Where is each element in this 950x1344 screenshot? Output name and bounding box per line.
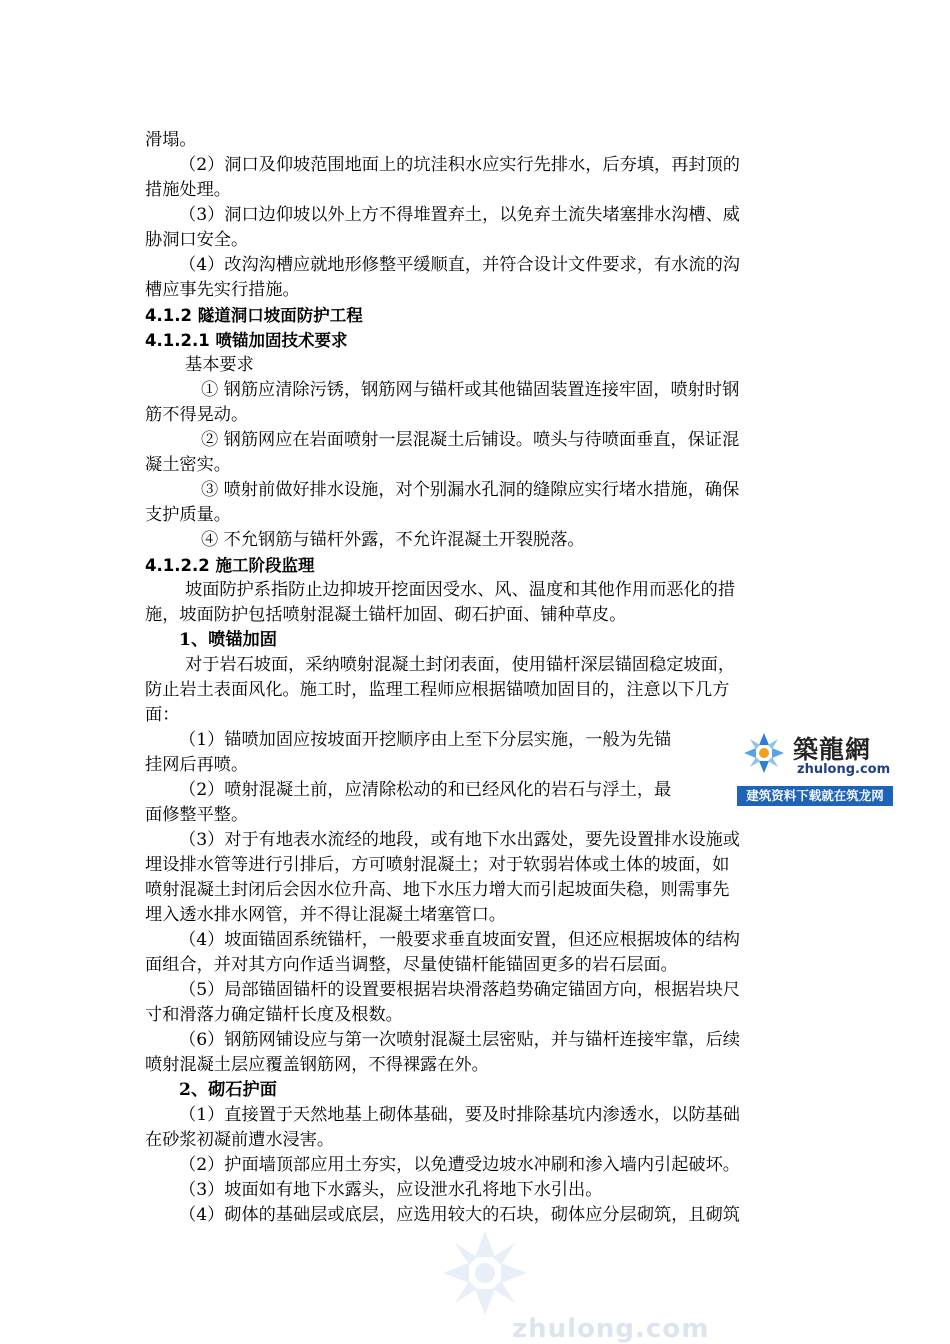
logo-brand-text: 築龍網	[793, 735, 872, 764]
paragraph-line: 滑塌。	[145, 130, 197, 150]
paragraph-line: 埋入透水排水网管，并不得让混凝土堵塞管口。	[145, 905, 506, 925]
paragraph-line: （4）改沟沟槽应就地形修整平缓顺直，并符合设计文件要求，有水流的沟	[179, 255, 740, 275]
paragraph-line: （6）钢筋网铺设应与第一次喷射混凝土层密贴，并与锚杆连接牢靠，后续	[179, 1030, 740, 1050]
paragraph-line: 面：	[145, 705, 180, 725]
list-item-line: ② 钢筋网应在岩面喷射一层混凝土后铺设。喷头与待喷面垂直，保证混	[201, 430, 740, 450]
paragraph-line: 槽应事先实行措施。	[145, 280, 300, 300]
paragraph-line: 凝土密实。	[145, 455, 231, 475]
list-item-line: ① 钢筋应清除污锈，钢筋网与锚杆或其他锚固装置连接牢固，喷射时钢	[201, 380, 740, 400]
paragraph-line: （1）直接置于天然地基上砌体基础，要及时排除基坑内渗透水，以防基础	[179, 1105, 740, 1125]
bottom-watermark-text: zhulong.com	[512, 1314, 710, 1344]
paragraph-line: 对于岩石坡面，采纳喷射混凝土封闭表面，使用锚杆深层锚固稳定坡面，	[185, 655, 736, 675]
paragraph-line: （3）洞口边仰坡以外上方不得堆置弃土，以免弃土流失堵塞排水沟槽、威	[179, 205, 740, 225]
paragraph-line: 喷射混凝土层应覆盖钢筋网，不得裸露在外。	[145, 1055, 489, 1075]
paragraph-line: 挂网后再喷。	[145, 755, 249, 775]
snowflake-watermark-icon	[440, 1228, 530, 1318]
paragraph-line: 面修整平整。	[145, 805, 249, 825]
list-item-line: ④ 不允钢筋与锚杆外露，不允许混凝土开裂脱落。	[201, 530, 585, 550]
paragraph-line: （3）对于有地表水流经的地段，或有地下水出露处，要先设置排水设施或	[179, 830, 740, 850]
paragraph-line: （2）喷射混凝土前，应清除松动的和已经风化的岩石与浮土，最	[179, 780, 672, 800]
paragraph-line: 措施处理。	[145, 180, 231, 200]
paragraph-line: 面组合，并对其方向作适当调整，尽量使锚杆能锚固更多的岩石层面。	[145, 955, 678, 975]
section-heading: 4.1.2 隧道洞口坡面防护工程	[145, 306, 363, 325]
paragraph-line: 埋设排水管等进行引排后，方可喷射混凝土；对于软弱岩体或土体的坡面，如	[145, 855, 730, 875]
subsection-heading: 4.1.2.1 喷锚加固技术要求	[145, 331, 348, 350]
paragraph-line: （3）坡面如有地下水露头，应设泄水孔将地下水引出。	[179, 1180, 603, 1200]
paragraph-line: 坡面防护系指防止边抑坡开挖面因受水、风、温度和其他作用而恶化的措	[185, 580, 736, 600]
paragraph-line: （5）局部锚固锚杆的设置要根据岩块滑落趋势确定锚固方向，根据岩块尺	[179, 980, 740, 1000]
list-item-line: ③ 喷射前做好排水设施，对个别漏水孔洞的缝隙应实行堵水措施，确保	[201, 480, 740, 500]
paragraph-line: （4）砌体的基础层或底层，应选用较大的石块，砌体应分层砌筑，且砌筑	[179, 1205, 740, 1225]
snowflake-logo-icon	[741, 730, 787, 776]
logo-domain-text: zhulong.com	[797, 762, 891, 777]
logo-slogan-banner: 建筑资料下载就在筑龙网	[737, 786, 893, 806]
watermark-logo	[737, 724, 893, 806]
paragraph-line: （1）锚喷加固应按坡面开挖顺序由上至下分层实施，一般为先锚	[179, 730, 672, 750]
paragraph-line: （2）护面墙顶部应用土夯实，以免遭受边坡水冲刷和渗入墙内引起破坏。	[179, 1155, 740, 1175]
paragraph-line: 在砂浆初凝前遭水浸害。	[145, 1130, 335, 1150]
paragraph-line: 基本要求	[185, 355, 254, 375]
paragraph-line: 寸和滑落力确定锚杆长度及根数。	[145, 1005, 403, 1025]
paragraph-line: 喷射混凝土封闭后会因水位升高、地下水压力增大而引起坡面失稳，则需事先	[145, 880, 730, 900]
paragraph-line: 施，坡面防护包括喷射混凝土锚杆加固、砌石护面、铺种草皮。	[145, 605, 627, 625]
document-body	[145, 128, 805, 1228]
item-heading: 2、砌石护面	[179, 1080, 277, 1100]
paragraph-line: 防止岩土表面风化。施工时，监理工程师应根据锚喷加固目的，注意以下几方	[145, 680, 730, 700]
item-heading: 1、喷锚加固	[179, 630, 277, 650]
paragraph-line: 支护质量。	[145, 505, 231, 525]
paragraph-line: 筋不得晃动。	[145, 405, 249, 425]
paragraph-line: （4）坡面锚固系统锚杆，一般要求垂直坡面安置，但还应根据坡体的结构	[179, 930, 740, 950]
paragraph-line: （2）洞口及仰坡范围地面上的坑洼积水应实行先排水，后夯填，再封顶的	[179, 155, 740, 175]
paragraph-line: 胁洞口安全。	[145, 230, 249, 250]
subsection-heading: 4.1.2.2 施工阶段监理	[145, 556, 315, 575]
